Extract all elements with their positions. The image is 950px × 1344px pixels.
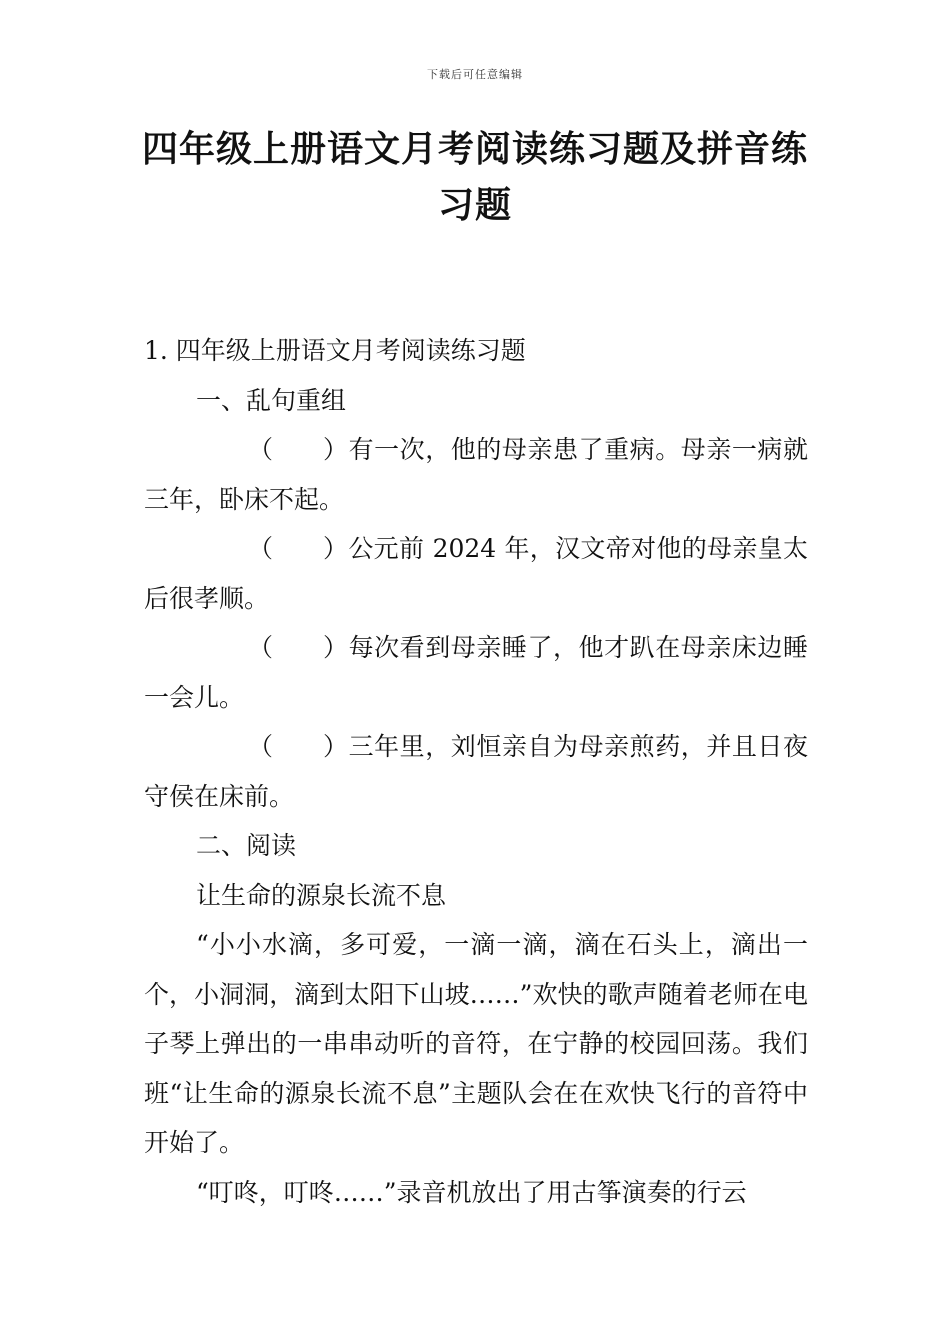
document-body bbox=[144, 326, 808, 1217]
answer-blank: （ ） bbox=[248, 534, 349, 563]
reorder-item-text: 公元前 2024 年，汉文帝对他的母亲皇太后很孝顺。 bbox=[144, 534, 808, 613]
part1-heading: 一、乱句重组 bbox=[196, 385, 347, 415]
answer-blank: （ ） bbox=[248, 633, 349, 662]
reorder-item-text: 有一次，他的母亲患了重病。母亲一病就三年，卧床不起。 bbox=[144, 435, 808, 514]
reorder-item-1 bbox=[144, 425, 808, 524]
part2-heading: 二、阅读 bbox=[196, 831, 297, 860]
reorder-item-3 bbox=[144, 623, 808, 722]
reorder-item-4 bbox=[144, 722, 808, 821]
document-title: 四年级上册语文月考阅读练习题及拼音练习题 bbox=[141, 129, 808, 226]
reorder-item-text: 每次看到母亲睡了，他才趴在母亲床边睡一会儿。 bbox=[144, 633, 808, 712]
reorder-item-text: 三年里，刘恒亲自为母亲煎药，并且日夜守侯在床前。 bbox=[144, 732, 808, 811]
reorder-item-2 bbox=[144, 524, 808, 623]
page-header-note: 下载后可任意编辑 bbox=[427, 68, 523, 81]
answer-blank: （ ） bbox=[248, 435, 349, 464]
reading-title: 让生命的源泉长流不息 bbox=[196, 880, 447, 910]
section-heading: 1. 四年级上册语文月考阅读练习题 bbox=[144, 336, 526, 365]
reading-paragraph-1: “小小水滴，多可爱，一滴一滴，滴在石头上，滴出一个，小洞洞，滴到太阳下山坡……”欢快的歌声随着老师在电子琴上弹出的一串串动听的音符，在宁静的校园回荡。我们班“让生命的源泉长流不息”主题队会在在欢快飞行的音符中开始了。 bbox=[144, 930, 808, 1157]
answer-blank: （ ） bbox=[248, 732, 349, 761]
reading-paragraph-2: “叮咚，叮咚……”录音机放出了用古筝演奏的行云 bbox=[196, 1177, 747, 1207]
